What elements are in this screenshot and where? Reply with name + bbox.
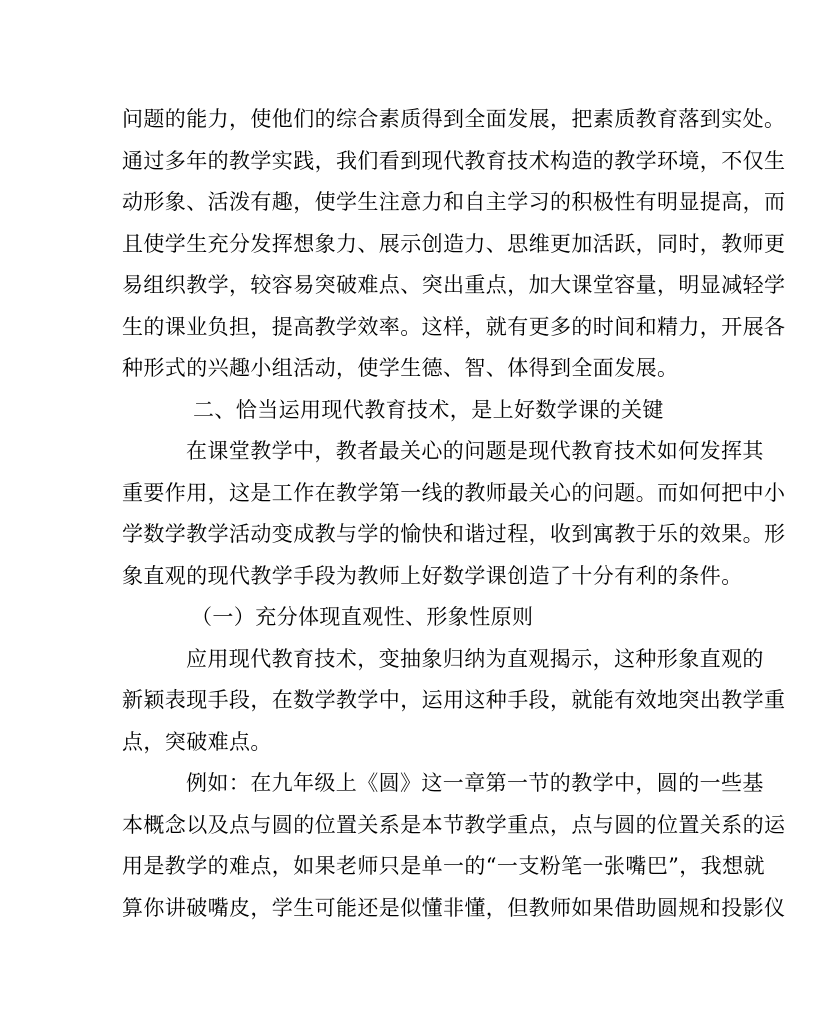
text-line: 算你讲破嘴皮，学生可能还是似懂非懂，但教师如果借助圆规和投影仪 (122, 896, 786, 920)
section-heading: 二、恰当运用现代教育技术，是上好数学课的关键 (193, 398, 664, 422)
text-line: 生的课业负担，提高教学效率。这样，就有更多的时间和精力，开展各 (122, 315, 786, 339)
text-line: 通过多年的教学实践，我们看到现代教育技术构造的教学环境，不仅生 (122, 149, 786, 173)
text-line: 且使学生充分发挥想象力、展示创造力、思维更加活跃，同时，教师更 (122, 232, 786, 256)
paragraph-first-line: 在课堂教学中，教者最关心的问题是现代教育技术如何发挥其 (186, 439, 764, 463)
text-line: 点，突破难点。 (122, 730, 272, 754)
text-line: 易组织教学，较容易突破难点、突出重点，加大课堂容量，明显减轻学 (122, 273, 786, 297)
text-line: 用是教学的难点，如果老师只是单一的“一支粉笔一张嘴巴”，我想就 (122, 854, 765, 878)
text-line: 重要作用，这是工作在教学第一线的教师最关心的问题。而如何把中小 (122, 481, 786, 505)
text-line: 新颖表现手段，在数学教学中，运用这种手段，就能有效地突出教学重 (122, 688, 786, 712)
text-line: 种形式的兴趣小组活动，使学生德、智、体得到全面发展。 (122, 356, 679, 380)
subsection-heading: （一）充分体现直观性、形象性原则 (191, 605, 534, 629)
text-line: 动形象、活泼有趣，使学生注意力和自主学习的积极性有明显提高，而 (122, 190, 786, 214)
paragraph-first-line: 应用现代教育技术，变抽象归纳为直观揭示，这种形象直观的 (186, 647, 764, 671)
text-line: 问题的能力，使他们的综合素质得到全面发展，把素质教育落到实处。 (122, 107, 786, 131)
text-line: 学数学教学活动变成教与学的愉快和谐过程，收到寓教于乐的效果。形 (122, 522, 786, 546)
text-line: 本概念以及点与圆的位置关系是本节教学重点，点与圆的位置关系的运 (122, 813, 786, 837)
paragraph-first-line: 例如：在九年级上《圆》这一章第一节的教学中，圆的一些基 (186, 771, 764, 795)
text-line: 象直观的现代教学手段为教师上好数学课创造了十分有利的条件。 (122, 564, 743, 588)
